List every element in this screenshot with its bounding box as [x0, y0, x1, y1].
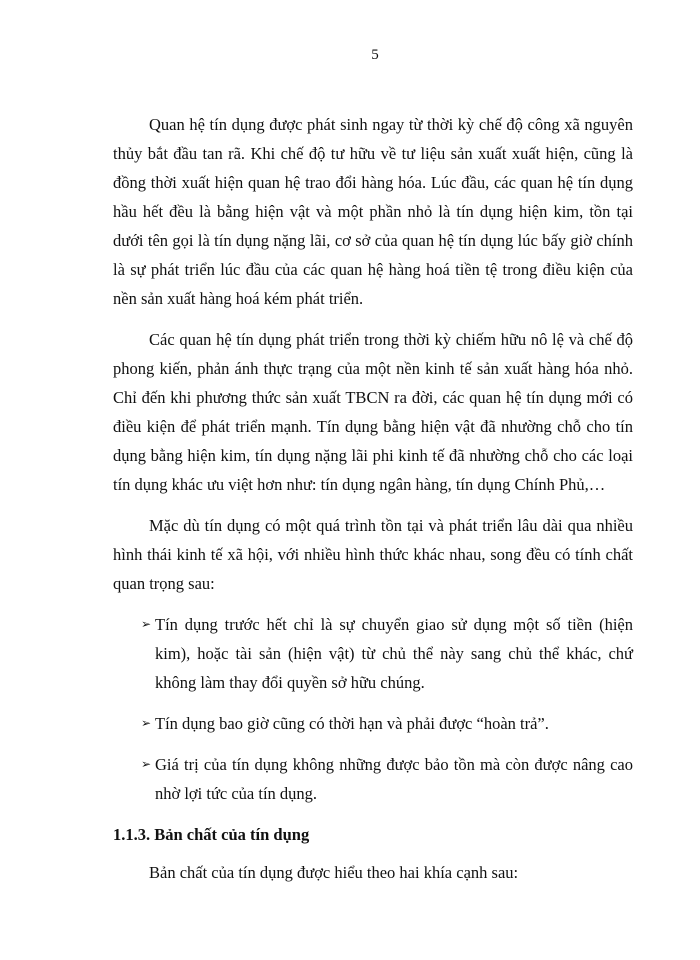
- paragraph-credit-origin: Quan hệ tín dụng được phát sinh ngay từ thời kỳ chế độ công xã nguyên thủy bắt đầu tan rã. Khi chế độ tư hữu về tư liệu sản xuất xuất hiện, cũng là đồng thời xuất hiện quan hệ trao đổi hàng hóa. Lúc đầu, các quan hệ tín dụng hầu hết đều là bằng hiện vật và một phần nhỏ là tín dụng hiện kim, tồn tại dưới tên gọi là tín dụng nặng lãi, cơ sở của quan hệ tín dụng lúc bấy giờ chính là sự phát triển lúc đầu của các quan hệ hàng hoá tiền tệ trong điều kiện của nền sản xuất hàng hoá kém phát triển.: [113, 115, 633, 308]
- list-item: [141, 610, 633, 697]
- section-heading: 1.1.3. Bản chất của tín dụng: [113, 825, 310, 844]
- list-item-text: Tín dụng bao giờ cũng có thời hạn và phải được “hoàn trả”.: [155, 714, 549, 733]
- paragraph-credit-properties: Mặc dù tín dụng có một quá trình tồn tại và phát triển lâu dài qua nhiều hình thái kinh tế xã hội, với nhiều hình thức khác nhau, song đều có tính chất quan trọng sau:: [113, 516, 633, 593]
- page-number: 5: [371, 47, 379, 63]
- section-intro: Bản chất của tín dụng được hiểu theo hai khía cạnh sau:: [149, 863, 519, 882]
- page-content: [113, 110, 633, 887]
- arrowhead-bullet-icon: ➢: [141, 716, 152, 730]
- list-item: [141, 709, 633, 738]
- list-item: [141, 750, 633, 808]
- arrowhead-bullet-icon: ➢: [141, 617, 152, 631]
- arrowhead-bullet-icon: ➢: [141, 757, 152, 771]
- list-item-text: Giá trị của tín dụng không những được bảo tồn mà còn được nâng cao nhờ lợi tức của tín dụng.: [155, 755, 633, 803]
- paragraph-credit-development: Các quan hệ tín dụng phát triển trong thời kỳ chiếm hữu nô lệ và chế độ phong kiến, phản ánh thực trạng của một nền kinh tế sản xuất hàng hóa nhỏ. Chỉ đến khi phương thức sản xuất TBCN ra đời, các quan hệ tín dụng mới có điều kiện để phát triển mạnh. Tín dụng bằng hiện vật đã nhường chỗ cho tín dụng bằng hiện kim, tín dụng nặng lãi phi kinh tế đã nhường chỗ cho các loại tín dụng khác ưu việt hơn như: tín dụng ngân hàng, tín dụng Chính Phủ,…: [113, 330, 633, 494]
- list-item-text: Tín dụng trước hết chỉ là sự chuyển giao sử dụng một số tiền (hiện kim), hoặc tài sản (hiện vật) từ chủ thể này sang chủ thể khác, chứ không làm thay đổi quyền sở hữu chúng.: [155, 615, 633, 692]
- properties-list: [113, 610, 633, 808]
